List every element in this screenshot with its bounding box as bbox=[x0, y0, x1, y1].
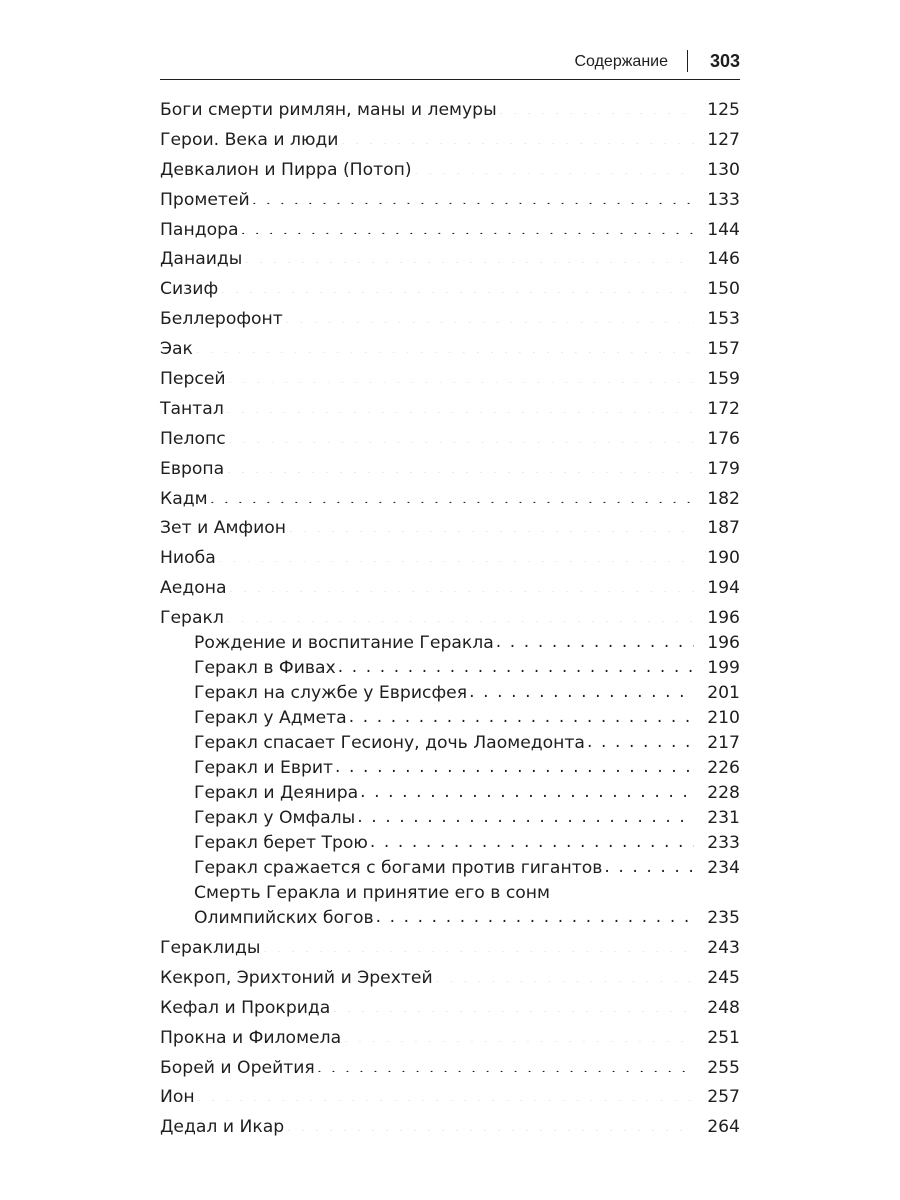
dot-leader bbox=[228, 426, 694, 443]
toc-entry[interactable] bbox=[160, 186, 740, 216]
toc-entry[interactable] bbox=[160, 544, 740, 574]
toc-entry-page: 146 bbox=[707, 249, 740, 270]
toc-subentry[interactable] bbox=[160, 806, 740, 831]
dot-leader bbox=[496, 630, 694, 647]
toc-subentry[interactable] bbox=[160, 656, 740, 681]
toc-entry[interactable] bbox=[160, 574, 740, 604]
dot-leader bbox=[332, 995, 694, 1012]
running-header bbox=[160, 50, 740, 80]
dot-leader bbox=[414, 157, 694, 174]
dot-leader bbox=[226, 396, 694, 413]
dot-leader bbox=[288, 515, 694, 532]
toc-entry-title: Кефал и Прокрида bbox=[160, 997, 331, 1018]
toc-entry-title: Сизиф bbox=[160, 279, 219, 300]
toc-entry-page: 243 bbox=[707, 938, 740, 959]
toc-entry-title: Кекроп, Эрихтоний и Эрехтей bbox=[160, 967, 433, 988]
dot-leader bbox=[226, 456, 694, 473]
toc-entry-page: 194 bbox=[707, 578, 740, 599]
toc-entry-page: 245 bbox=[707, 967, 740, 988]
dot-leader bbox=[226, 605, 694, 622]
toc-entry[interactable] bbox=[160, 1024, 740, 1054]
dot-leader bbox=[340, 127, 694, 144]
toc-entry-page: 144 bbox=[707, 219, 740, 240]
toc-subentry-page: 228 bbox=[707, 783, 740, 804]
toc-entry-title: Персей bbox=[160, 369, 226, 390]
toc-entry[interactable] bbox=[160, 96, 740, 126]
toc-entry-page: 125 bbox=[707, 100, 740, 120]
toc-entry-title: Ион bbox=[160, 1087, 195, 1108]
toc-entry[interactable] bbox=[160, 485, 740, 515]
toc-entry-page: 159 bbox=[707, 369, 740, 390]
dot-leader bbox=[469, 680, 694, 697]
toc-subentry-title: Рождение и воспитание Геракла bbox=[194, 633, 494, 654]
toc-entry-title: Кадм bbox=[160, 488, 208, 509]
toc-subentry-title: Смерть Геракла и принятие его в сонм bbox=[194, 883, 551, 904]
toc-entry-title: Геракл bbox=[160, 608, 224, 629]
toc-entry[interactable] bbox=[160, 1083, 740, 1113]
dot-leader bbox=[285, 306, 694, 323]
toc-entry-page: 251 bbox=[707, 1027, 740, 1048]
toc-subentry-title: Геракл на службе у Еврисфея bbox=[194, 683, 468, 704]
dot-leader bbox=[335, 755, 694, 772]
toc-subentry-page: 201 bbox=[707, 683, 740, 704]
toc-entry[interactable] bbox=[160, 425, 740, 455]
toc-entry-page: 176 bbox=[707, 428, 740, 449]
toc-entry-title: Дедал и Икар bbox=[160, 1117, 285, 1138]
toc-entry-page: 157 bbox=[707, 339, 740, 360]
toc-entry[interactable] bbox=[160, 275, 740, 305]
dot-leader bbox=[376, 905, 694, 922]
header-page-number: 303 bbox=[709, 51, 740, 71]
dot-leader bbox=[349, 705, 694, 722]
dot-leader bbox=[241, 216, 694, 233]
toc-subentry-title: Геракл спасает Гесиону, дочь Лаомедонта bbox=[194, 733, 585, 754]
header-divider bbox=[687, 50, 688, 72]
dot-leader bbox=[587, 730, 694, 747]
toc-entry-page: 264 bbox=[707, 1117, 740, 1138]
toc-subentry-page: 231 bbox=[707, 808, 740, 829]
toc-entry[interactable] bbox=[160, 126, 740, 156]
toc-subentry[interactable] bbox=[160, 906, 740, 931]
toc-entry[interactable] bbox=[160, 964, 740, 994]
dot-leader bbox=[263, 935, 695, 952]
toc-entry-page: 248 bbox=[707, 997, 740, 1018]
toc-entry-title: Зет и Амфион bbox=[160, 518, 287, 539]
toc-subentry-page: 234 bbox=[707, 858, 740, 879]
toc-entry-title: Беллерофонт bbox=[160, 309, 283, 330]
toc-entry-title: Девкалион и Пирра (Потоп) bbox=[160, 159, 412, 180]
dot-leader bbox=[220, 276, 694, 293]
toc-entry-title: Данаиды bbox=[160, 249, 243, 270]
dot-leader bbox=[360, 780, 694, 797]
toc-entry-page: 179 bbox=[707, 458, 740, 479]
dot-leader bbox=[228, 366, 694, 383]
toc-entry[interactable] bbox=[160, 934, 740, 964]
toc-subentry[interactable] bbox=[160, 706, 740, 731]
dot-leader bbox=[370, 830, 694, 847]
dot-leader bbox=[218, 545, 694, 562]
toc-subentry-title: Геракл сражается с богами против гигантов bbox=[194, 858, 603, 879]
toc-entry-title: Боги смерти римлян, маны и лемуры bbox=[160, 100, 497, 120]
dot-leader bbox=[338, 655, 694, 672]
toc-subentry[interactable] bbox=[160, 831, 740, 856]
toc-entry-page: 153 bbox=[707, 309, 740, 330]
toc-entry-page: 182 bbox=[707, 488, 740, 509]
toc-subentry[interactable] bbox=[160, 756, 740, 781]
dot-leader bbox=[210, 485, 694, 502]
toc-entry[interactable] bbox=[160, 455, 740, 485]
toc-entry-title: Прометей bbox=[160, 189, 250, 210]
toc-entry-title: Гераклиды bbox=[160, 938, 261, 959]
toc-entry[interactable] bbox=[160, 245, 740, 275]
header-section-title: Содержание bbox=[574, 53, 668, 70]
toc-entry-page: 190 bbox=[707, 548, 740, 569]
toc-subentry-page: 226 bbox=[707, 758, 740, 779]
toc-subentry-page: 196 bbox=[707, 633, 740, 654]
toc-entry-title: Ниоба bbox=[160, 548, 216, 569]
toc-subentry[interactable] bbox=[160, 681, 740, 706]
toc-subentry[interactable] bbox=[160, 781, 740, 806]
toc-entry-page: 172 bbox=[707, 398, 740, 419]
toc-subentry-page: 210 bbox=[707, 708, 740, 729]
toc-entry-title: Европа bbox=[160, 458, 225, 479]
toc-entry[interactable] bbox=[160, 156, 740, 186]
toc-subentry-page: 233 bbox=[707, 833, 740, 854]
toc-subentry[interactable] bbox=[160, 731, 740, 756]
toc-entry[interactable] bbox=[160, 514, 740, 544]
toc-subentry-title: Геракл у Адмета bbox=[194, 708, 347, 729]
toc-entry-title: Эак bbox=[160, 339, 193, 360]
toc-entry-page: 196 bbox=[707, 608, 740, 629]
dot-leader bbox=[197, 1084, 694, 1101]
toc-subentry-title: Геракл в Фивах bbox=[194, 658, 336, 679]
toc-entry-page: 255 bbox=[707, 1057, 740, 1078]
toc-entry[interactable] bbox=[160, 994, 740, 1024]
toc-subentry-title: Геракл берет Трою bbox=[194, 833, 368, 854]
toc-entry-title: Тантал bbox=[160, 398, 224, 419]
toc-subentry-page: 199 bbox=[707, 658, 740, 679]
toc-subentry-title: Геракл и Еврит bbox=[194, 758, 334, 779]
dot-leader bbox=[286, 1114, 694, 1131]
toc-subentry-page: 235 bbox=[707, 908, 740, 929]
toc-subentry-title: Геракл и Деянира bbox=[194, 783, 359, 804]
dot-leader bbox=[357, 805, 694, 822]
toc-entry-page: 133 bbox=[707, 189, 740, 210]
toc-entry[interactable] bbox=[160, 335, 740, 365]
dot-leader bbox=[317, 1054, 694, 1071]
dot-leader bbox=[229, 575, 694, 592]
toc-entry[interactable] bbox=[160, 305, 740, 335]
toc-entry-title: Пелопс bbox=[160, 428, 226, 449]
dot-leader bbox=[244, 246, 694, 263]
toc-entry[interactable] bbox=[160, 365, 740, 395]
toc-subentry[interactable] bbox=[160, 856, 740, 881]
dot-leader bbox=[499, 97, 694, 114]
toc-entry[interactable] bbox=[160, 216, 740, 246]
toc-entry-title: Герои. Века и люди bbox=[160, 129, 339, 150]
toc-subentry[interactable] bbox=[160, 631, 740, 656]
toc-entry-title: Аедона bbox=[160, 578, 227, 599]
toc-entry-page: 150 bbox=[707, 279, 740, 300]
toc-subentry-title: Геракл у Омфалы bbox=[194, 808, 356, 829]
toc-entry-page: 187 bbox=[707, 518, 740, 539]
toc-subentry-page: 217 bbox=[707, 733, 740, 754]
toc-entry[interactable] bbox=[160, 1113, 740, 1143]
toc-entry-title: Пандора bbox=[160, 219, 239, 240]
toc-entry-title: Прокна и Филомела bbox=[160, 1027, 342, 1048]
toc-entry-page: 257 bbox=[707, 1087, 740, 1108]
toc-subentry-title: Олимпийских богов bbox=[194, 908, 374, 929]
dot-leader bbox=[604, 855, 694, 872]
dot-leader bbox=[195, 336, 694, 353]
toc-entry[interactable] bbox=[160, 1054, 740, 1084]
toc-entry-page: 130 bbox=[707, 159, 740, 180]
toc-entry-title: Борей и Орейтия bbox=[160, 1057, 315, 1078]
table-of-contents bbox=[160, 96, 740, 1143]
toc-entry[interactable] bbox=[160, 395, 740, 425]
toc-subentry-line1[interactable] bbox=[160, 881, 740, 906]
dot-leader bbox=[435, 965, 694, 982]
toc-entry-page: 127 bbox=[707, 129, 740, 150]
dot-leader bbox=[343, 1025, 694, 1042]
dot-leader bbox=[252, 186, 694, 203]
